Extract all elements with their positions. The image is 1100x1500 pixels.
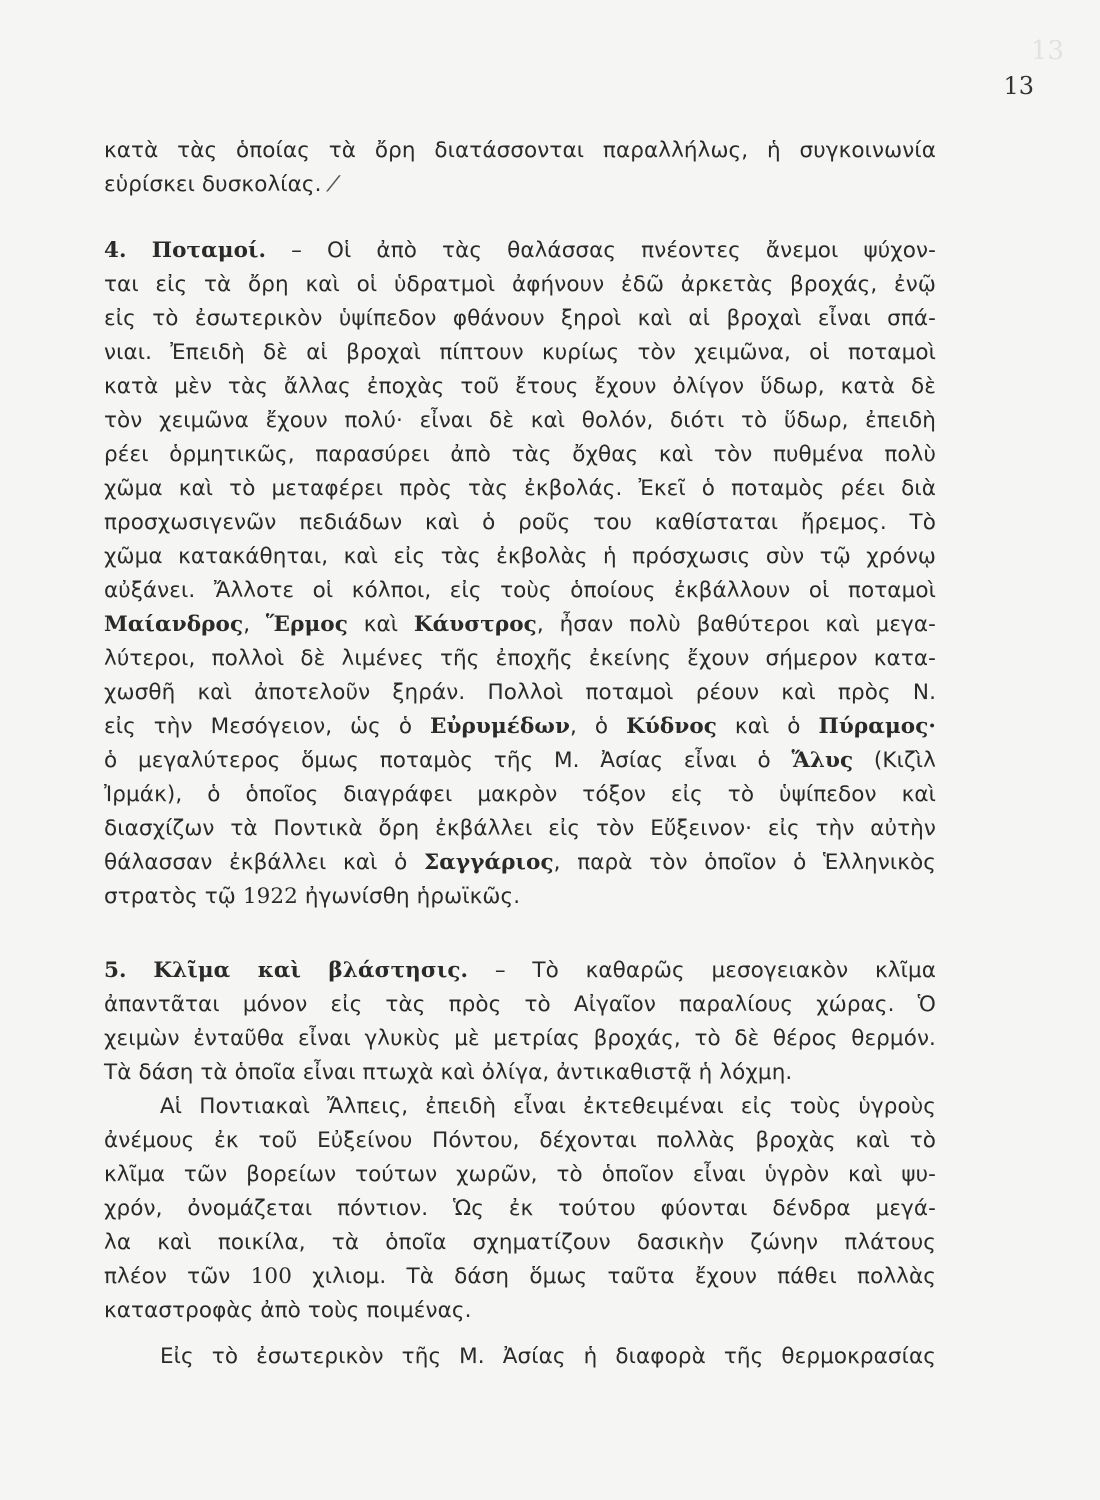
text-line [104,610,936,640]
text-line: χειμὼν ἐνταῦθα εἶναι γλυκὺς μὲ μετρίας βροχάς, τὸ δὲ θέρος θερμόν. [104,1026,936,1051]
text-line: διασχίζων τὰ Ποντικὰ ὄρη ἐκβάλλει εἰς τὸν Εὔξεινον· εἰς τὴν αὐτὴν [104,816,936,841]
text-line: χῶμα καὶ τὸ μεταφέρει πρὸς τὰς ἐκβολάς. Ἐκεῖ ὁ ποταμὸς ρέει διὰ [104,476,936,501]
heading-dash: – [266,238,328,263]
distance-number: 100 [250,1264,292,1289]
text-fragment: ὁ μεγαλύτερος ὅμως ποταμὸς τῆς Μ. Ἀσίας εἶναι ὁ [104,748,792,773]
river-name: Σαγγάριος [423,850,554,875]
text-line [104,848,936,878]
text-line: λα καὶ ποικίλα, τὰ ὁποῖα σχηματίζουν δασικὴν ζώνην πλάτους [104,1230,936,1255]
handwritten-mark: ⁄ [331,172,336,197]
year: 1922 [242,884,298,909]
text-line-content: εὑρίσκει δυσκολίας. [104,172,322,197]
text-line: χῶμα κατακάθηται, καὶ εἰς τὰς ἐκβολὰς ἡ πρόσχωσις σὺν τῷ χρόνῳ [104,544,936,569]
text-line: Αἱ Ποντιακαὶ Ἄλπεις, ἐπειδὴ εἶναι ἐκτεθειμέναι εἰς τοὺς ὑγροὺς [160,1094,936,1119]
text-fragment: εἰς τὴν Μεσόγειον, ὡς ὁ [104,714,431,739]
text-fragment: (Κιζὶλ [853,748,936,773]
text-fragment: , ὁ [570,714,627,739]
river-name: Μαίανδρος [104,612,244,637]
text-line: ἀπαντᾶται μόνον εἰς τὰς πρὸς τὸ Αἰγαῖον παραλίους χώρας. Ὁ [104,992,936,1017]
text-line: ται εἰς τὰ ὄρη καὶ οἱ ὑδρατμοὶ ἀφήνουν ἐδῶ ἀρκετὰς βροχάς, ἐνῷ [104,272,936,297]
text-line: καταστροφὰς ἀπὸ τοὺς ποιμένας. [104,1298,472,1323]
text-line: χωσθῆ καὶ ἀποτελοῦν ξηράν. Πολλοὶ ποταμοὶ ρέουν καὶ πρὸς Ν. [104,680,936,705]
text-fragment: , παρὰ τὸν ὁποῖον ὁ Ἑλληνικὸς [553,850,936,875]
text-line [104,170,936,200]
text-fragment: , ἦσαν πολὺ βαθύτεροι καὶ μεγα- [536,612,936,637]
text-line: λύτεροι, πολλοὶ δὲ λιμένες τῆς ἐποχῆς ἐκείνης ἔχουν σήμερον κατα- [104,646,936,671]
text-line [104,1262,936,1292]
text-line [104,882,936,912]
text-line: κατὰ τὰς ὁποίας τὰ ὄρη διατάσσονται παραλλήλως, ἡ συγκοινωνία [104,138,936,163]
text-line: Ἰρμάκ), ὁ ὁποῖος διαγράφει μακρὸν τόξον εἰς τὸ ὑψίπεδον καὶ [104,782,936,807]
text-fragment: πλέον τῶν [104,1264,251,1289]
text-line: κατὰ μὲν τὰς ἄλλας ἐποχὰς τοῦ ἔτους ἔχουν ὀλίγον ὕδωρ, κατὰ δὲ [104,374,936,399]
text-fragment: καὶ ὁ [716,714,819,739]
text-line-content: Οἱ ἀπὸ τὰς θαλάσσας πνέοντες ἄνεμοι ψύχον- [327,238,937,263]
text-line: χρόν, ὀνομάζεται πόντιον. Ὡς ἐκ τούτου φύονται δένδρα μεγά- [104,1196,936,1221]
river-name: Κύδνος [626,714,717,739]
text-fragment: ἠγωνίσθη ἡρωϊκῶς. [297,884,521,909]
text-fragment: , [243,612,266,637]
river-name: Ἅλυς [791,748,854,773]
section-number: 5. [104,958,127,983]
text-line: Τὰ δάση τὰ ὁποῖα εἶναι πτωχὰ καὶ ὀλίγα, ἀντικαθιστᾷ ἡ λόχμη. [104,1060,793,1085]
text-fragment: χιλιομ. Τὰ δάση ὅμως ταῦτα ἔχουν πάθει πολλὰς [291,1264,936,1289]
text-fragment: θάλασσαν ἐκβάλλει καὶ ὁ [104,850,424,875]
section-heading-line [104,956,936,986]
text-line: εἰς τὸ ἐσωτερικὸν ὑψίπεδον φθάνουν ξηροὶ καὶ αἱ βροχαὶ εἶναι σπά- [104,306,936,331]
text-line: αὐξάνει. Ἄλλοτε οἱ κόλποι, εἰς τοὺς ὁποίους ἐκβάλλουν οἱ ποταμοὶ [104,578,936,603]
section-heading-line [104,236,936,266]
text-line-content: Τὸ καθαρῶς μεσογειακὸν κλῖμα [532,958,936,983]
text-line: Εἰς τὸ ἐσωτερικὸν τῆς Μ. Ἀσίας ἡ διαφορὰ τῆς θερμοκρασίας [160,1344,936,1369]
text-line: κλῖμα τῶν βορείων τούτων χωρῶν, τὸ ὁποῖον εἶναι ὑγρὸν καὶ ψυ- [104,1162,936,1187]
river-name: Πύραμος· [818,714,937,739]
river-name: Ἕρμος [265,612,348,637]
section-title: Κλῖμα καὶ βλάστησις. [153,958,469,983]
text-fragment: καὶ [347,612,414,637]
river-name: Κάυστρος [413,612,537,637]
text-line: ἀνέμους ἐκ τοῦ Εὐξείνου Πόντου, δέχονται πολλὰς βροχὰς καὶ τὸ [104,1128,936,1153]
section-number: 4. [104,238,127,263]
text-fragment: στρατὸς τῷ [104,884,243,909]
river-name: Εὐρυμέδων [430,714,570,739]
text-line: προσχωσιγενῶν πεδιάδων καὶ ὁ ροῦς του καθίσταται ἤρεμος. Τὸ [104,510,936,535]
heading-dash: – [468,958,533,983]
text-line [104,746,936,776]
text-line: ρέει ὁρμητικῶς, παρασύρει ἀπὸ τὰς ὄχθας καὶ τὸν πυθμένα πολὺ [104,442,936,467]
bleed-through-page-number: 13 [1030,36,1064,66]
text-line: τὸν χειμῶνα ἔχουν πολύ· εἶναι δὲ καὶ θολόν, διότι τὸ ὕδωρ, ἐπειδὴ [104,408,936,433]
page-number: 13 [1003,72,1034,100]
text-line: νιαι. Ἐπειδὴ δὲ αἱ βροχαὶ πίπτουν κυρίως τὸν χειμῶνα, οἱ ποταμοὶ [104,340,936,365]
text-line [104,712,936,742]
section-title: Ποταμοί. [151,238,267,263]
